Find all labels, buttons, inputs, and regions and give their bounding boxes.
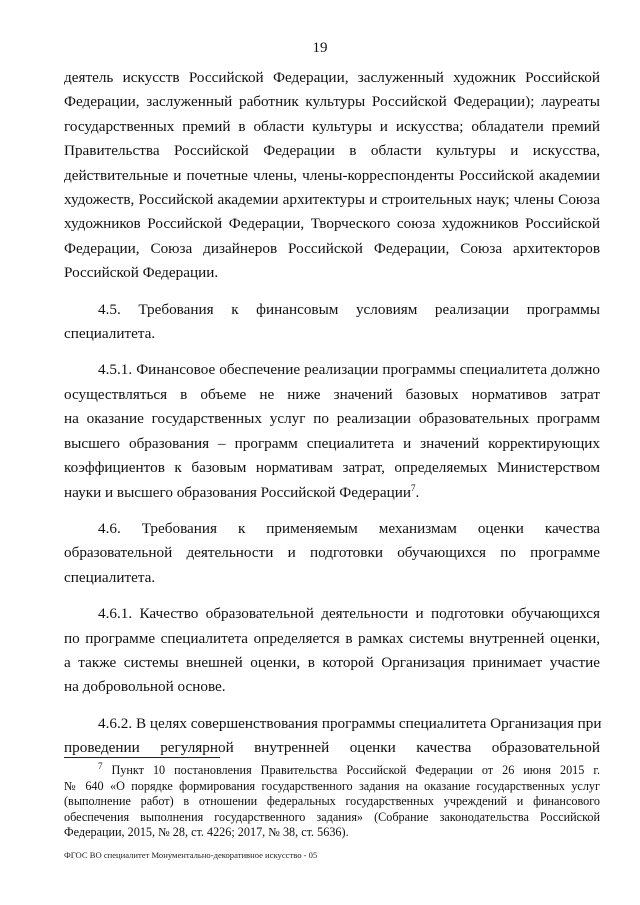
footnote-line: (выполнение работ) в отношении федеральных государственных учреждений и финансового <box>64 794 600 809</box>
page-number: 19 <box>312 40 328 56</box>
text-line: Федерации, заслуженный работник культуры Российской Федерации); лауреаты <box>64 93 600 111</box>
text-line: 4.5.1. Финансовое обеспечение реализации программы специалитета должно <box>98 361 600 379</box>
text-fragment: . <box>415 483 420 501</box>
text-line: осуществляться в объеме не ниже значений базовых нормативов затрат <box>64 385 600 403</box>
text-line: специалитета. <box>64 568 156 586</box>
text-line: по программе специалитета определяется в рамках системы внутренней оценки, <box>64 629 600 647</box>
text-line: образовательной деятельности и подготовки обучающихся по программе <box>64 544 600 562</box>
section-4-5-heading <box>64 298 600 347</box>
text-line: коэффициентов к базовым нормативам затрат, определяемых Министерством <box>64 459 600 477</box>
footnote-reference: 7 <box>411 482 416 493</box>
text-line: действительные и почетные члены, члены-корреспонденты Российской академии <box>64 166 600 184</box>
text-line: 4.6. Требования к применяемым механизмам оценки качества <box>98 519 600 537</box>
text-line: Федерации, Союза дизайнеров Российской Федерации, Союза архитекторов <box>64 239 600 257</box>
text-line: государственных премий в области культуры и искусства; обладатели премий <box>64 117 600 135</box>
footnote-line: Федерации, 2015, № 28, ст. 4226; 2017, № 38, ст. 5636). <box>64 825 349 840</box>
footnote <box>64 760 601 841</box>
text-line <box>64 481 600 505</box>
clause-4-6-1 <box>64 602 600 700</box>
section-4-6-heading <box>64 517 600 590</box>
text-fragment: науки и высшего образования Российской Федерации <box>64 483 411 501</box>
text-line: деятель искусств Российской Федерации, заслуженный художник Российской <box>64 69 600 86</box>
clause-4-5-1 <box>64 358 600 504</box>
text-line: художеств, Российской академии архитектуры и строительных наук; члены Союза <box>64 191 600 209</box>
text-line: специалитета. <box>64 325 156 343</box>
page-footer: ФГОС ВО специалитет Монументально-декоративное искусство - 05 <box>64 850 318 860</box>
text-line: высшего образования – программ специалитета и значений корректирующих <box>64 434 600 452</box>
text-line: 4.5. Требования к финансовым условиям реализации программы <box>98 300 600 318</box>
clause-4-6-2 <box>64 712 600 761</box>
footnote-line <box>64 760 601 779</box>
text-line: 4.6.1. Качество образовательной деятельности и подготовки обучающихся <box>98 605 600 623</box>
text-line: а также системы внешней оценки, в которой Организация принимает участие <box>64 653 600 671</box>
text-line: Российской Федерации. <box>64 264 219 282</box>
footnote-line: № 640 «О порядке формирования государственного задания на оказание государственных услуг <box>64 778 600 793</box>
text-line: художников Российской Федерации, Творческого союза художников Российской <box>64 215 600 233</box>
text-line: Правительства Российской Федерации в области культуры и искусства, <box>64 142 600 160</box>
text-line: на оказание государственных услуг по реализации образовательных программ <box>64 410 600 428</box>
document-body <box>64 66 600 773</box>
paragraph-continuation <box>64 66 600 286</box>
text-line: 4.6.2. В целях совершенствования программы специалитета Организация при <box>98 714 602 732</box>
text-fragment: Пункт 10 постановления Правительства Российской Федерации от 26 июня 2015 г. <box>111 763 601 777</box>
text-line: на добровольной основе. <box>64 678 226 696</box>
text-line: проведении регулярной внутренней оценки качества образовательной <box>64 739 600 757</box>
footnote-marker: 7 <box>98 760 103 771</box>
footnote-separator <box>64 757 220 758</box>
footnote-line: обеспечения выполнения государственного задания» (Собрание законодательства Российской <box>64 809 600 824</box>
